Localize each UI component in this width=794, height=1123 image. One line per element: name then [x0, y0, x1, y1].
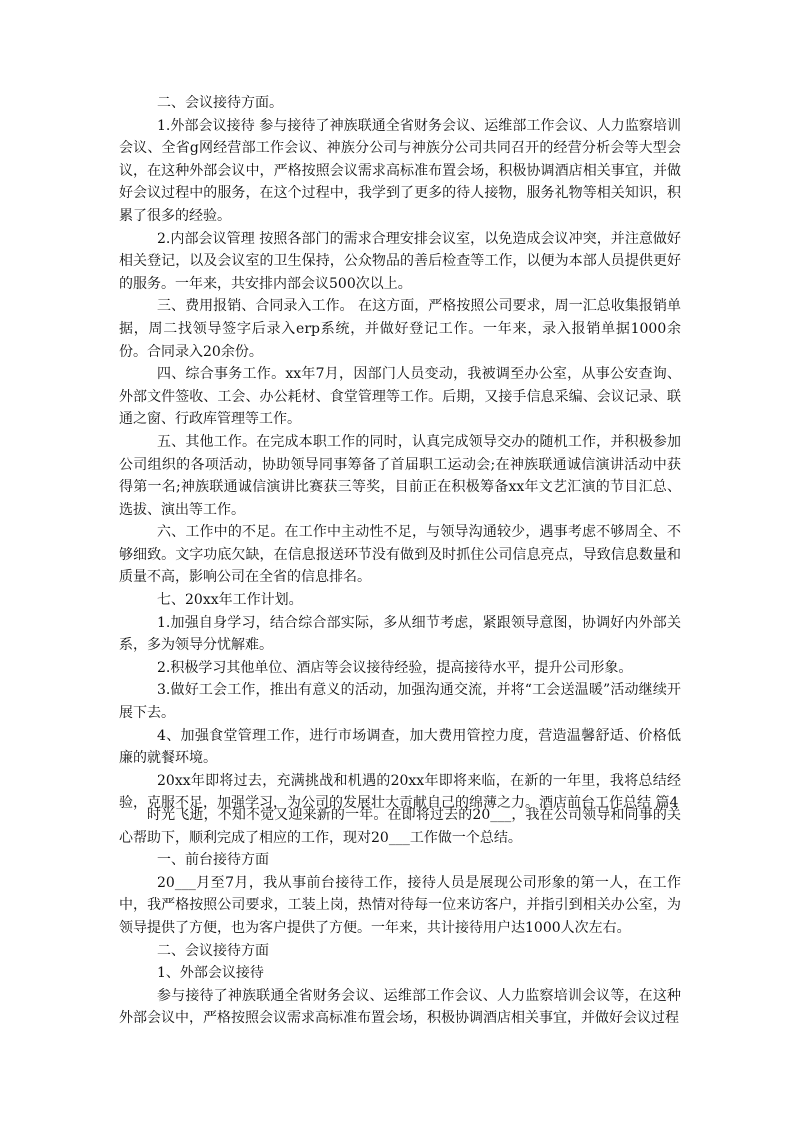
paragraph-expense-contracts: 三、费用报销、合同录入工作。 在这方面，严格按照公司要求，周一汇总收集报销单据，周二找领导签字后录入erp系统，并做好登记工作。一年来，录入报销单据1000余份。合同录入20余份。 — [119, 298, 681, 360]
section-heading-front-desk: 一、前台接待方面 — [157, 852, 269, 869]
paragraph-external-meetings: 1.外部会议接待 参与接待了神族联通全省财务会议、运维部工作会议、人力监察培训会议、全省g网经营部工作会议、神族分公司与神族分公司共同召开的经营分析会等大型会议，在这种外部会议中，严格按照会议需求高标准布置会场，积极协调酒店相关事宜，并做好会议过程中的服务，在这个过程中，我学到了更多的待人接物，服务礼物等相关知识，积累了很多的经验。 — [119, 117, 681, 224]
plan-item-3: 3.做好工会工作，推出有意义的活动，加强沟通交流，并将“工会送温暖”活动继续开展下去。 — [119, 682, 681, 722]
paragraph-closing: 20xx年即将过去，充满挑战和机遇的20xx年即将来临，在新的一年里，我将总结经验，克服不足，加强学习，为公司的发展壮大贡献自己的绵薄之力。酒店前台工作总结 篇4 — [119, 772, 681, 812]
paragraph-general-affairs: 四、综合事务工作。xx年7月，因部门人员变动，我被调至办公室，从事公安查询、外部文件签收、工会、办公耗材、食堂管理等工作。后期，又接手信息采编、会议记录、联通之窗、行政库管理等工作。 — [119, 366, 681, 428]
paragraph-shortcomings: 六、工作中的不足。在工作中主动性不足，与领导沟通较少，遇事考虑不够周全、不够细致。文字功底欠缺，在信息报送环节没有做到及时抓住公司信息亮点，导致信息数量和质量不高，影响公司在全省的信息排名。 — [119, 524, 681, 586]
plan-item-4: 4、加强食堂管理工作，进行市场调查，加大费用管控力度，营造温馨舒适、价格低廉的就餐环境。 — [119, 727, 681, 767]
section-heading-work-plan: 七、20xx年工作计划。 — [157, 592, 303, 609]
subheading-external-meetings: 1、外部会议接待 — [157, 965, 264, 982]
plan-item-1: 1.加强自身学习，结合综合部实际，多从细节考虑，紧跟领导意图，协调好内外部关系，多为领导分忧解难。 — [119, 614, 681, 654]
paragraph-front-desk: 20___月至7月，我从事前台接待工作，接待人员是展现公司形象的第一人，在工作中，我严格按照公司要求，工装上岗，热情对待每一位来访客户，并指引到相关办公室，为领导提供了方便，也为客户提供了方便。一年来，共计接待用户达1000人次左右。 — [119, 874, 681, 936]
paragraph-internal-meetings: 2.内部会议管理 按照各部门的需求合理安排会议室，以免造成会议冲突，并注意做好相关登记，以及会议室的卫生保持，公众物品的善后检查等工作，以便为本部人员提供更好的服务。一年来，共安排内部会议500次以上。 — [119, 230, 681, 292]
plan-item-2: 2.积极学习其他单位、酒店等会议接待经验，提高接待水平，提升公司形象。 — [157, 659, 633, 676]
section-heading-meeting-2: 二、会议接待方面 — [157, 942, 269, 959]
document-body-part2 — [119, 804, 681, 1030]
paragraph-other-work: 五、其他工作。在完成本职工作的同时，认真完成领导交办的随机工作，并积极参加公司组织的各项活动，协助领导同事筹备了首届职工运动会;在神族联通诚信演讲活动中获得第一名;神族联通诚信演讲比赛获三等奖，目前正在积极筹备xx年文艺汇演的节目汇总、选拔、演出等工作。 — [119, 433, 681, 518]
section-heading-meeting: 二、会议接待方面。 — [157, 95, 283, 111]
paragraph-intro: 时光飞逝，不知不觉又迎来新的一年。在即将过去的20___，我在公司领导和同事的关心帮助下，顺利完成了相应的工作，现对20___工作做一个总结。 — [119, 807, 681, 846]
paragraph-external-meetings-2: 参与接待了神族联通全省财务会议、运维部工作会议、人力监察培训会议等，在这种外部会议中，严格按照会议需求高标准布置会场，积极协调酒店相关事宜，并做好会议过程 — [119, 987, 681, 1027]
document-body-part1 — [119, 92, 681, 815]
